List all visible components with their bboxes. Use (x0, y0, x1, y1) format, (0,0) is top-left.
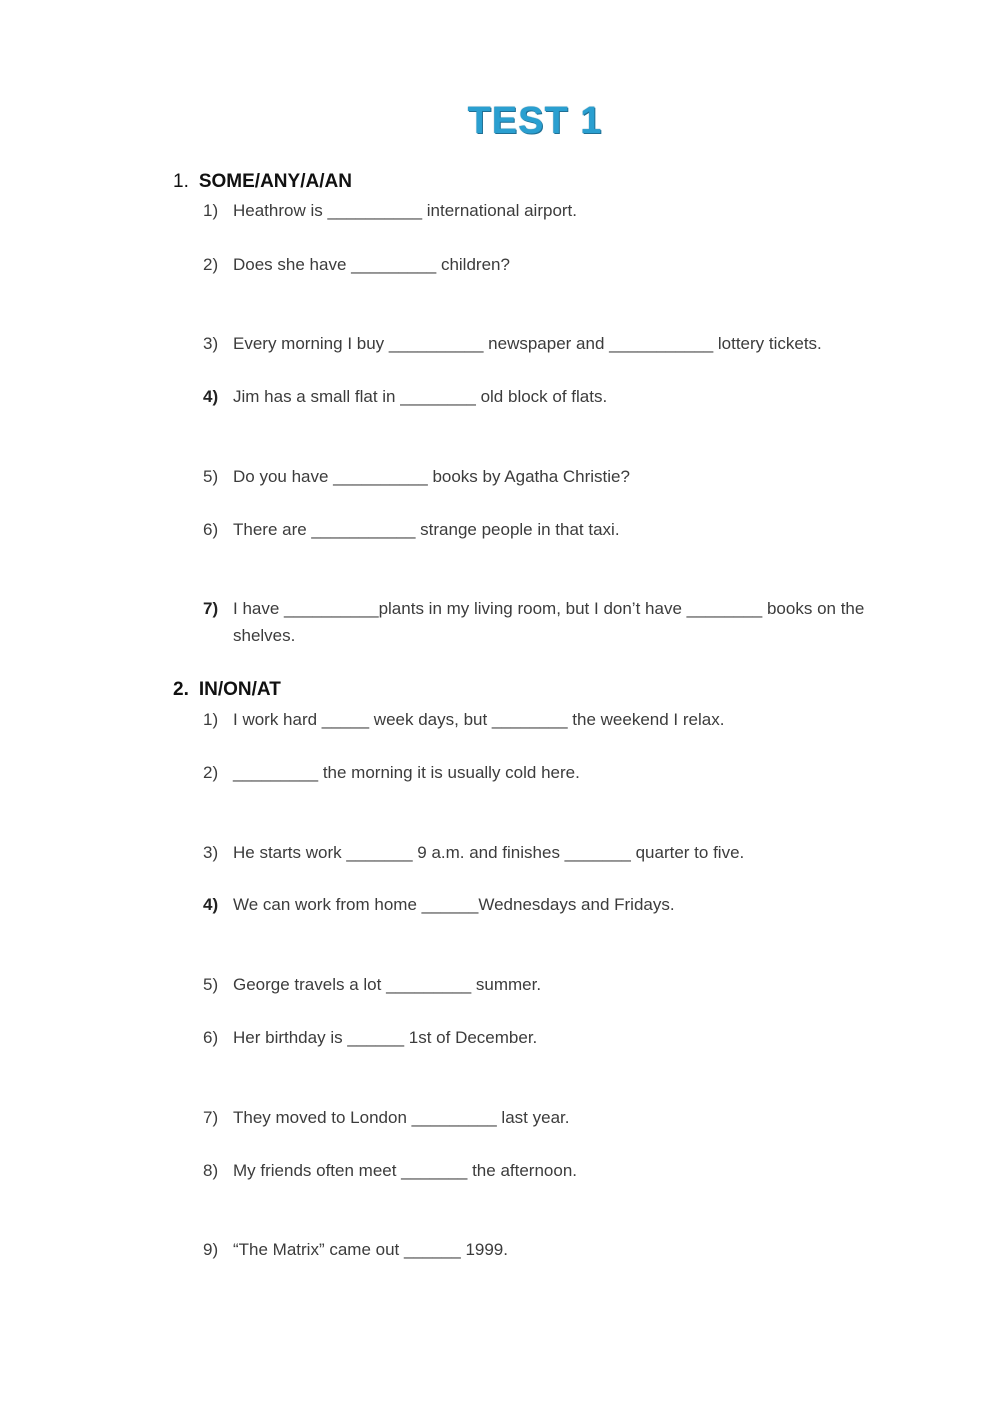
question-number: 2) (203, 763, 219, 782)
section-number: 2. (173, 679, 189, 700)
question-item (203, 839, 923, 866)
question-text: Do you have __________ books by Agatha Christie? (233, 467, 630, 486)
question-item (203, 516, 923, 543)
question-number: 6) (203, 1028, 219, 1047)
section-number: 1. (173, 171, 189, 192)
page-title: TEST 1 (467, 100, 603, 142)
question-number: 9) (203, 1240, 219, 1259)
question-text: I have __________plants in my living room, but I don’t have ________ books on the shelves. (233, 599, 865, 645)
question-text: Heathrow is __________ international airport. (233, 201, 578, 220)
question-item (203, 197, 923, 224)
question-text: Does she have _________ children? (233, 255, 510, 274)
question-text: We can work from home ______Wednesdays and Fridays. (233, 895, 675, 914)
question-number: 3) (203, 334, 219, 353)
question-item (203, 251, 923, 278)
question-item (203, 1104, 923, 1131)
question-number: 8) (203, 1161, 219, 1180)
question-item (203, 1024, 923, 1051)
question-item (203, 463, 923, 490)
question-number: 4) (203, 895, 219, 914)
question-number: 1) (203, 201, 219, 220)
question-item (203, 706, 923, 733)
question-item (203, 891, 923, 918)
section-heading: SOME/ANY/A/AN (198, 171, 352, 192)
question-item (203, 971, 923, 998)
question-text: I work hard _____ week days, but ________ the weekend I relax. (233, 710, 725, 729)
section-header-in-on-at (173, 679, 281, 701)
question-item (203, 330, 923, 357)
question-item (203, 1236, 923, 1263)
question-item (203, 383, 923, 410)
question-number: 6) (203, 520, 219, 539)
question-text: “The Matrix” came out ______ 1999. (233, 1240, 508, 1259)
section-header-some-any (173, 171, 352, 193)
question-item (203, 595, 923, 649)
question-text: There are ___________ strange people in that taxi. (233, 520, 620, 539)
question-number: 3) (203, 843, 219, 862)
question-number: 5) (203, 975, 219, 994)
question-number: 2) (203, 255, 219, 274)
section-heading: IN/ON/AT (198, 679, 281, 700)
question-number: 4) (203, 387, 219, 406)
question-text: George travels a lot _________ summer. (233, 975, 542, 994)
question-text: _________ the morning it is usually cold here. (233, 763, 580, 782)
question-number: 7) (203, 599, 219, 618)
question-text: Jim has a small flat in ________ old block of flats. (233, 387, 608, 406)
question-text: He starts work _______ 9 a.m. and finishes _______ quarter to five. (233, 843, 745, 862)
question-item (203, 1157, 923, 1184)
question-text: Every morning I buy __________ newspaper and ___________ lottery tickets. (233, 334, 822, 353)
question-text: My friends often meet _______ the afternoon. (233, 1161, 578, 1180)
question-item (203, 759, 923, 786)
question-text: They moved to London _________ last year. (233, 1108, 570, 1127)
question-number: 1) (203, 710, 219, 729)
question-number: 5) (203, 467, 219, 486)
question-number: 7) (203, 1108, 219, 1127)
question-text: Her birthday is ______ 1st of December. (233, 1028, 538, 1047)
